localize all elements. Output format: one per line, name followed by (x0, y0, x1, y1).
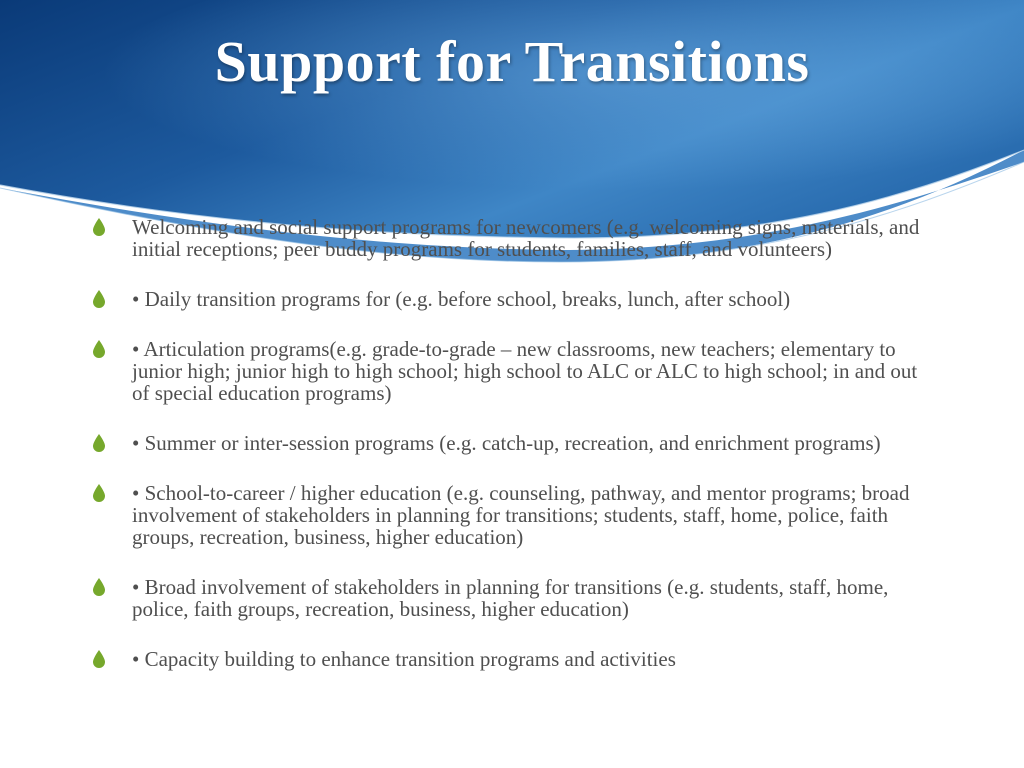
bullet-text: • Summer or inter-session programs (e.g. catch-up, recreation, and enrichment programs) (132, 431, 881, 455)
water-drop-icon (92, 340, 106, 358)
bullet-text: • Broad involvement of stakeholders in planning for transitions (e.g. students, staff, home, police, faith groups, recreation, business, higher education) (132, 575, 889, 621)
bullet-item (92, 576, 932, 620)
bullet-text: • School-to-career / higher education (e.g. counseling, pathway, and mentor programs; broad involvement of stakeholders in planning for transitions; students, staff, home, police, faith groups, recreation, business, higher education) (132, 481, 910, 549)
bullet-item (92, 288, 932, 310)
bullet-item (92, 648, 932, 670)
bullet-item (92, 482, 932, 548)
bullet-item (92, 216, 932, 260)
water-drop-icon (92, 484, 106, 502)
slide-title: Support for Transitions (214, 29, 810, 94)
bullet-text: • Articulation programs(e.g. grade-to-grade – new classrooms, new teachers; elementary to junior high; junior high to high school; high school to ALC or ALC to high school; in and out of special education programs) (132, 337, 918, 405)
water-drop-icon (92, 290, 106, 308)
bullet-text: Welcoming and social support programs for newcomers (e.g. welcoming signs, materials, and initial receptions; peer buddy programs for students, families, staff, and volunteers) (132, 215, 920, 261)
water-drop-icon (92, 434, 106, 452)
bullet-text: • Capacity building to enhance transition programs and activities (132, 647, 676, 671)
bullet-text: • Daily transition programs for (e.g. before school, breaks, lunch, after school) (132, 287, 791, 311)
bullet-item (92, 338, 932, 404)
water-drop-icon (92, 218, 106, 236)
bullet-list (92, 216, 932, 670)
bullet-item (92, 432, 932, 454)
water-drop-icon (92, 650, 106, 668)
water-drop-icon (92, 578, 106, 596)
